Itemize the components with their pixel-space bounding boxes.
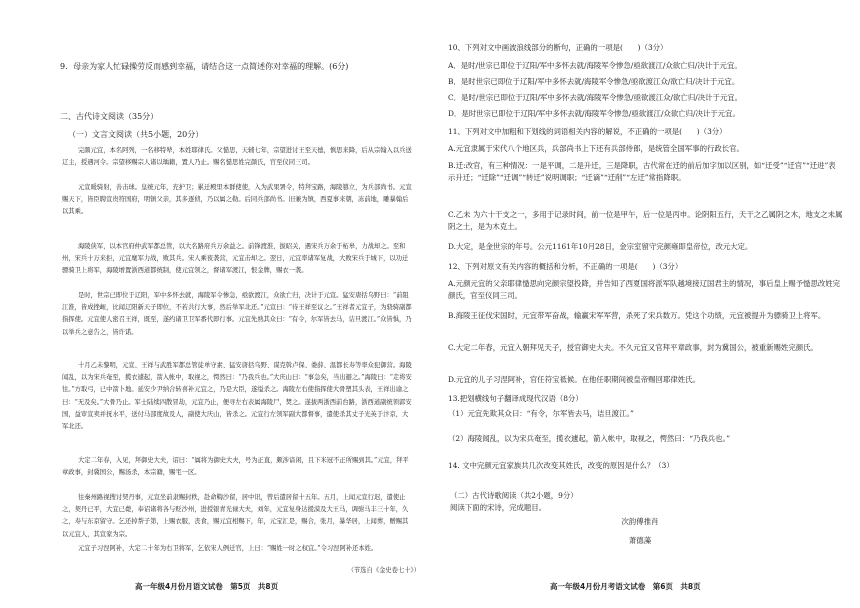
question-11-option-b: B.迁:改官，有三种情况：一是平调，二是升迁，三是降职，古代常在迁的前后加字加以区别，如“迁受”“迁官”“迁进”表示升迁；“迁除”“迁调”“转迁”说明调职；“迁谪”“迁削”“左迁”常指降职。	[448, 161, 836, 182]
question-12: 12、下列对原文有关内容的概括和分析，不正确的一项是( )（3分）	[448, 262, 683, 271]
question-13-part-1: （1）元宜先欺其众曰：“有令，尔军皆去马，诘旦渡江。”	[448, 409, 634, 418]
question-13-part-2: （2）海陵闻乱，以为宋兵奄至，揽衣遽起，箭入帐中，取视之，愕然曰：“乃我兵也。”	[448, 434, 731, 443]
question-11-option-d: D.大定，是金世宗的年号。公元1161年10月28日，金宗室留守完颜雍即皇帝位，改元大定。	[448, 242, 753, 251]
question-12-option-d: D.元宜的儿子习涅阿补，官任符宝祗候。在他任职期间被皇帝赐回耶律姓氏。	[448, 375, 700, 384]
poem-title: 次韵傅推肖	[621, 517, 659, 526]
passage-paragraph-8: 元宜子习涅阿补，大定二十年为右卫将军，乞依宋人例迁官，上曰：“赐姓一时之权宜。”令习涅阿补还本姓。	[78, 545, 378, 552]
passage-paragraph-1: 完颜元宜，本名阿列，一名移特辇，本姓耶律氏。父慥思，天辅七年，宗望进讨王至天德，慎思来降，后从宗翰入以兵送辽主，授遇河令。宗望移赐宗人诸以瑀籍，置人乃止。赐名慥思姓完颜氏，官至仪同三司。	[62, 147, 412, 167]
question-13: 13.把划横线句子翻译成现代汉语（8分）	[448, 394, 583, 403]
subsection-1-title: （一）文言文阅读（共5小题，20分）	[68, 130, 204, 139]
passage-paragraph-6: 大定二年春，入见，拜御史大夫，诏曰：“属将为御史大夫，号为正直，颇涉谙闲，且下米冠不正所赐到其。”元宜，拜平章政事，封冀国公，赐汤杀，本宗籍，赐宅一区。	[62, 457, 409, 477]
page-6	[430, 0, 860, 608]
subsection-2-title: （二）古代诗歌阅读（共2小题，9分）	[450, 491, 578, 500]
question-10: 10、下列对文中画波浪线部分的断句，正确的一项是( )（3分）	[448, 43, 668, 52]
question-11-option-c: C.乙未 为六十干支之一，多用于记录时间，前一位是甲午，后一位是丙申。论阴阳五行，天干之乙属阴之木，地支之未属阴之土，是为木克土。	[448, 210, 843, 231]
subsection-2-intro: 阅读下面的宋诗，完成题目。	[450, 503, 547, 512]
passage-source: （节选自《金史卷七十》）	[347, 567, 420, 574]
question-11-option-a: A.元宜隶属于宋代八个地区兵，兵部尚书上下还有兵部侍郎，是统管全国军事的行政长官。	[448, 144, 744, 153]
passage-paragraph-5: 十月乙未黎明，元宣、王祥与武胜军都总管徒单守素、猛安唐括乌野、谋克斡卢保、娄薛、温都长寿等率众犯御营。海陵闻乱，以为宋兵奄至，揽衣遽起，箭入帐中，取视之，愕然曰：“乃我兵也。”大庆山曰：“事急矣，当出避之。”海陵曰：“走将安往。”方取弓，已中箭卜地。延安少尹纳合转喜补元宜之，乃是大臣，遂缢杀之。海陵左右使指挥使大骨塑其头表，王祥出谕之曰：“无及矣。”大骨乃止。军士陆续四散冒劫，元宜乃止，便寻左右表属海陵尸，焚之。遂拔两浙西前台路，浙西道副统领郭安国，益审宣卖并抚水平，送付马部度故及人，副使大庆山，皆杀之。元宜行左领军副大都督事，遣使杀其丈子光英于汴京，大军北还。	[62, 362, 412, 431]
footer-page-5: 高一年级4月份月语文试卷 第5页 共8页	[135, 582, 279, 591]
passage-paragraph-3: 海陵侠军，以本官府仲武军都总管，以大名路府兵万余益之。前锋渡淮，拔昭关，遇宋兵万余于柘皋，力战却之。至和州，宋兵十万来拒，元宜麾军力战，败其兵。宋人乘夜袭营，元宜击却之。翌日，元宜率诸军复战，大败宋兵于城下，以功迁骠骑卫上将军，海陵增置浙西道都统制，使元宜领之，督诸军渡江，恨金牌，赐衣一袭。	[62, 243, 409, 275]
question-14: 14. 文中完颜元宜家族共几次改变其姓氏，改变的原因是什么？（3）	[448, 461, 674, 470]
question-10-option-c: C．是时/世宗已即位于辽阳/军中多怀去就/海陵军令惨急/亟欲渡江众/欲亡归/决计于元宜。	[448, 93, 743, 102]
question-9: 9．母亲为家人忙碌操劳反而感到幸福，请结合这一点简述你对幸福的理解。(6分)	[60, 62, 349, 71]
question-10-option-a: A．是时/世宗已即位于辽阳/军中多怀去就/海陵军令惨急/亟欲渡江/众欲亡归/决计于元宜。	[448, 61, 742, 70]
question-10-option-b: B．是时世宗已即位于辽阳/军中多怀去就/海陵军令惨急/亟欲渡江众/欲亡归/决计于元宜。	[448, 77, 740, 86]
footer-page-6: 高一年级4月份月考语文试卷 第6页 共8页	[550, 582, 701, 591]
question-10-option-d: D．是时世宗已即位于辽阳/军中多怀去就/海陵军令惨急/亟欲渡江/众欲亡归/决计于元宜。	[448, 109, 740, 118]
passage-paragraph-2: 元宣暖骑射，善击球。皇统元年，充护卫；累迁殿里本群使使，入为武果署令，特拜宝路，海陵篡立，为兵部尚书。元宣赐天下，皆臣聘宣贵符国府，明镇父亲，其多逐侦，乃以属之勒。后同兵部尚书。旧兼为镇，西夏事来朝，冻前地，雕暴翰后以其乘。	[62, 184, 412, 216]
section-2-title: 二、古代诗文阅读（35分）	[60, 112, 159, 121]
passage-paragraph-7: 往秦州路视搜讨契丹事，元宣坐前隶赐封秩，赴命鞫沙留，居中讯，曾后遣居留十五年。五月，上闻元宣行迟，遣使止之，契丹已平，大宜已薨，奉诏诸将各与贬沙州，进授银青光禄大夫，刘年，元宜复身达援漠及大王马，调驸马丰三十年，久之，寿与东京留守。乞还掉帮子第，上赐衣服，丧食，赐元宜相赐下，年，元宝汇是，赐合，张月，暴华居，上闻葬，赠赐其以元宜人，其宣家为宗。	[62, 494, 409, 538]
poem-author: 萧德藻	[628, 536, 652, 545]
question-12-option-a: A.元颜元宜的父亲耶律慥思向完颜宗望投降，并告知了西夏国将派军队越境接辽国君主的情况，事后皇上赐予慥思改姓完颜氏，官至仪同三司。	[448, 279, 841, 300]
question-12-option-b: B.海陵王征伐宋国时，元宜带军奋战，输赢宋军军营，杀死了宋兵数万。凭这个功绩，元宜被提升为骠骑卫上将军。	[448, 311, 826, 320]
question-12-option-c: C.大定二年春，元宜入朝拜见天子，授官御史大夫。不久元宜又官拜平章政事，封为冀国公，被重新赐姓完颜氏。	[448, 343, 818, 352]
passage-paragraph-4: 是时，世宗已即位于辽阳，军中多怀去就，海陵军令惨急，亟欲渡江，众欲亡归，决计于元宣。猛安唐括乌野曰：“前阻江淮，皆成挫衄，比闻辽阳新天子即位，不若共行大事，然后举军北还。”元宣曰：“待王祥至议之。”王祥者元宜子，为骁骑副都指挥使。元宜使人密召王祥，既至，遂约诸卫卫军番代即行事。元宜先熟其众曰：“有令，尔军皆去马，诘旦渡江。”众皆惧，乃以举兵之意告之，皆许诺。	[62, 292, 412, 336]
question-11: 11、下列对文中加粗和下划线的词语相关内容的解说，不正确的一项是( )（3分）	[448, 127, 727, 136]
